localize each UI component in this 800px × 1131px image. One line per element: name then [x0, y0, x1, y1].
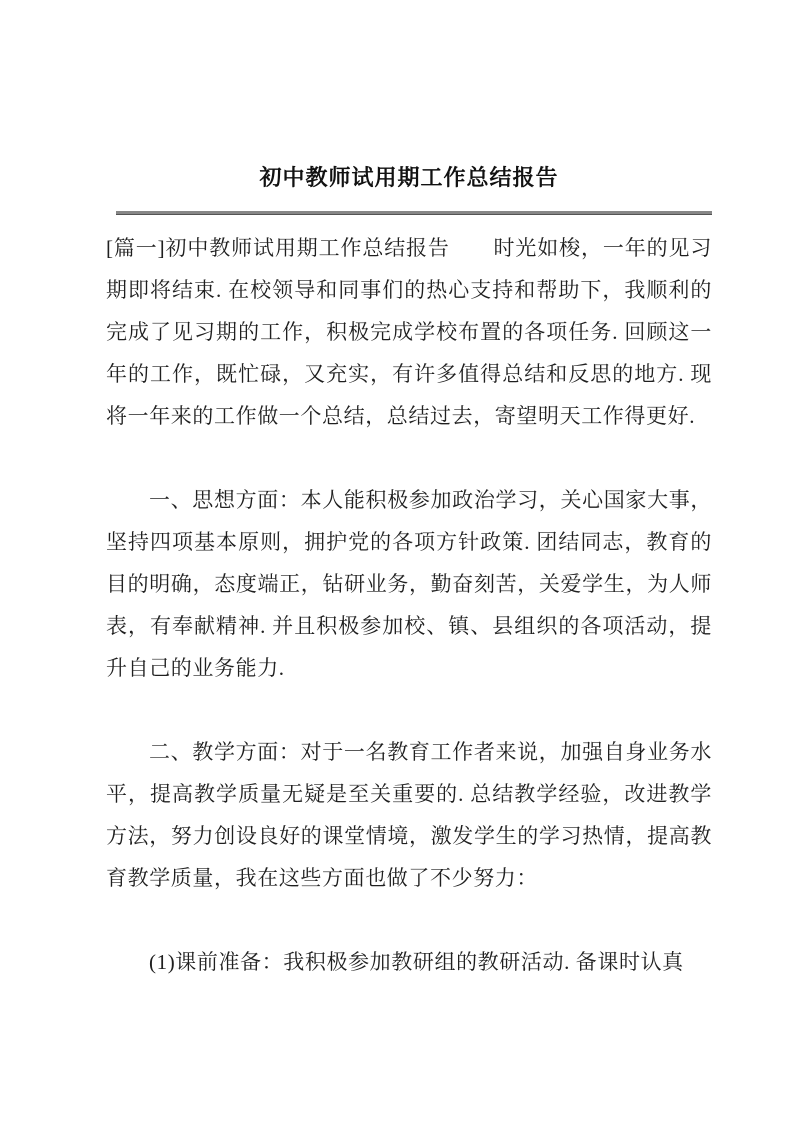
title-divider	[116, 211, 712, 215]
paragraph-item-1-lesson-preparation: (1)课前准备：我积极参加教研组的教研活动. 备课时认真	[149, 950, 684, 974]
paragraph-section-2-teaching: 二、教学方面：对于一名教育工作者来说，加强自身业务水平，提高教学质量无疑是至关重要的. 总结教学经验，改进教学方法，努力创设良好的课堂情境，激发学生的学习热情，提高教育教学质量，我在这些方面也做了不少努力：	[106, 740, 712, 890]
paragraph-intro: [篇一]初中教师试用期工作总结报告 时光如梭，一年的见习期即将结束. 在校领导和同事们的热心支持和帮助下，我顺利的完成了见习期的工作，积极完成学校布置的各项任务. 回顾这一年的工作，既忙碌，又充实，有许多值得总结和反思的地方. 现将一年来的工作做一个总结，总结过去，寄望明天工作得更好.	[106, 236, 712, 428]
document-title: 初中教师试用期工作总结报告	[259, 165, 559, 190]
document-content	[106, 0, 712, 983]
paragraph-section-1-ideology: 一、思想方面：本人能积极参加政治学习，关心国家大事，坚持四项基本原则，拥护党的各项方针政策. 团结同志，教育的目的明确，态度端正，钻研业务，勤奋刻苦，关爱学生，为人师表，有奉献精神. 并且积极参加校、镇、县组织的各项活动，提升自己的业务能力.	[106, 488, 712, 680]
